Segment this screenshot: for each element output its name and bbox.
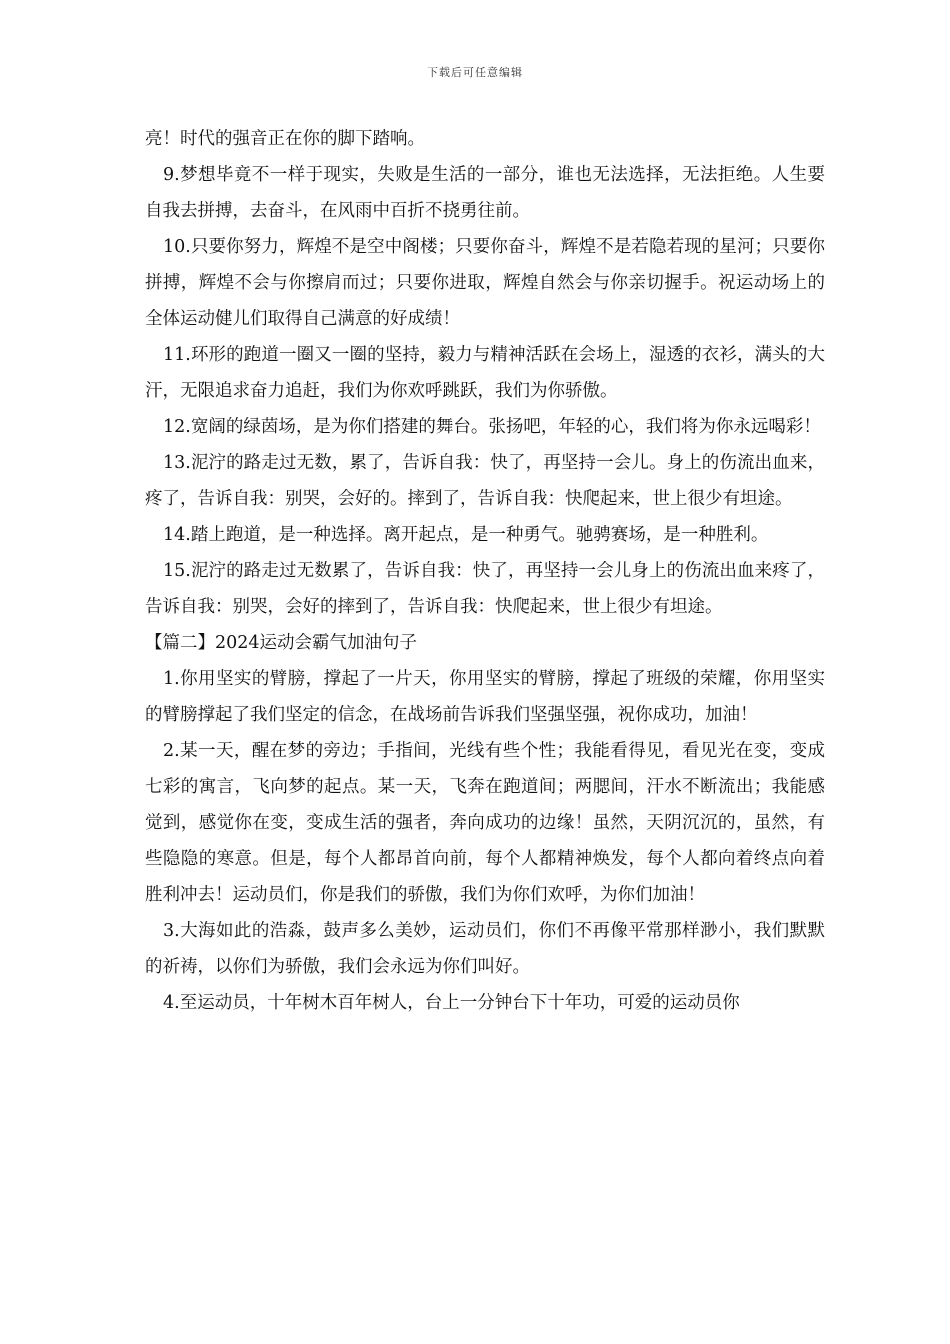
paragraph-item-2: 2.某一天，醒在梦的旁边；手指间，光线有些个性；我能看得见，看见光在变，变成七彩的寓言，飞向梦的起点。某一天，飞奔在跑道间；两腮间，汗水不断流出；我能感觉到，感觉你在变，变成生活的强者，奔向成功的边缘！虽然，天阴沉沉的，虽然，有些隐隐的寒意。但是，每个人都昂首向前，每个人都精神焕发，每个人都向着终点向着胜利冲去！运动员们，你是我们的骄傲，我们为你们欢呼，为你们加油！ [145, 741, 825, 905]
page-header-note: 下载后可任意编辑 [427, 66, 523, 79]
paragraph-item-10: 10.只要你努力，辉煌不是空中阁楼；只要你奋斗，辉煌不是若隐若现的星河；只要你拼搏，辉煌不会与你擦肩而过；只要你进取，辉煌自然会与你亲切握手。祝运动场上的全体运动健儿们取得自己满意的好成绩！ [145, 237, 825, 329]
paragraph-item-13: 13.泥泞的路走过无数，累了，告诉自我：快了，再坚持一会儿。身上的伤流出血来，疼了，告诉自我：别哭，会好的。摔到了，告诉自我：快爬起来，世上很少有坦途。 [145, 453, 825, 509]
paragraph-item-9: 9.梦想毕竟不一样于现实，失败是生活的一部分，谁也无法选择，无法拒绝。人生要自我去拼搏，去奋斗，在风雨中百折不挠勇往前。 [145, 165, 825, 221]
document-body [145, 121, 825, 1021]
paragraph-item-4: 4.至运动员，十年树木百年树人，台上一分钟台下十年功，可爱的运动员你 [163, 993, 740, 1013]
paragraph-item-1: 1.你用坚实的臂膀，撑起了一片天，你用坚实的臂膀，撑起了班级的荣耀，你用坚实的臂膀撑起了我们坚定的信念，在战场前告诉我们坚强坚强，祝你成功，加油！ [145, 669, 825, 725]
paragraph-item-3: 3.大海如此的浩淼，鼓声多么美妙，运动员们，你们不再像平常那样渺小，我们默默的祈祷，以你们为骄傲，我们会永远为你们叫好。 [145, 921, 825, 977]
paragraph-item-11: 11.环形的跑道一圈又一圈的坚持，毅力与精神活跃在会场上，湿透的衣衫，满头的大汗，无限追求奋力追赶，我们为你欢呼跳跃，我们为你骄傲。 [145, 345, 825, 401]
paragraph-item-14: 14.踏上跑道，是一种选择。离开起点，是一种勇气。驰骋赛场，是一种胜利。 [163, 525, 769, 545]
section-heading: 【篇二】2024运动会霸气加油句子 [145, 633, 418, 653]
paragraph-continuation: 亮！时代的强音正在你的脚下踏响。 [145, 129, 425, 149]
paragraph-item-15: 15.泥泞的路走过无数累了，告诉自我：快了，再坚持一会儿身上的伤流出血来疼了，告诉自我：别哭，会好的摔到了，告诉自我：快爬起来，世上很少有坦途。 [145, 561, 825, 617]
paragraph-item-12: 12.宽阔的绿茵场，是为你们搭建的舞台。张扬吧，年轻的心，我们将为你永远喝彩！ [163, 417, 821, 437]
